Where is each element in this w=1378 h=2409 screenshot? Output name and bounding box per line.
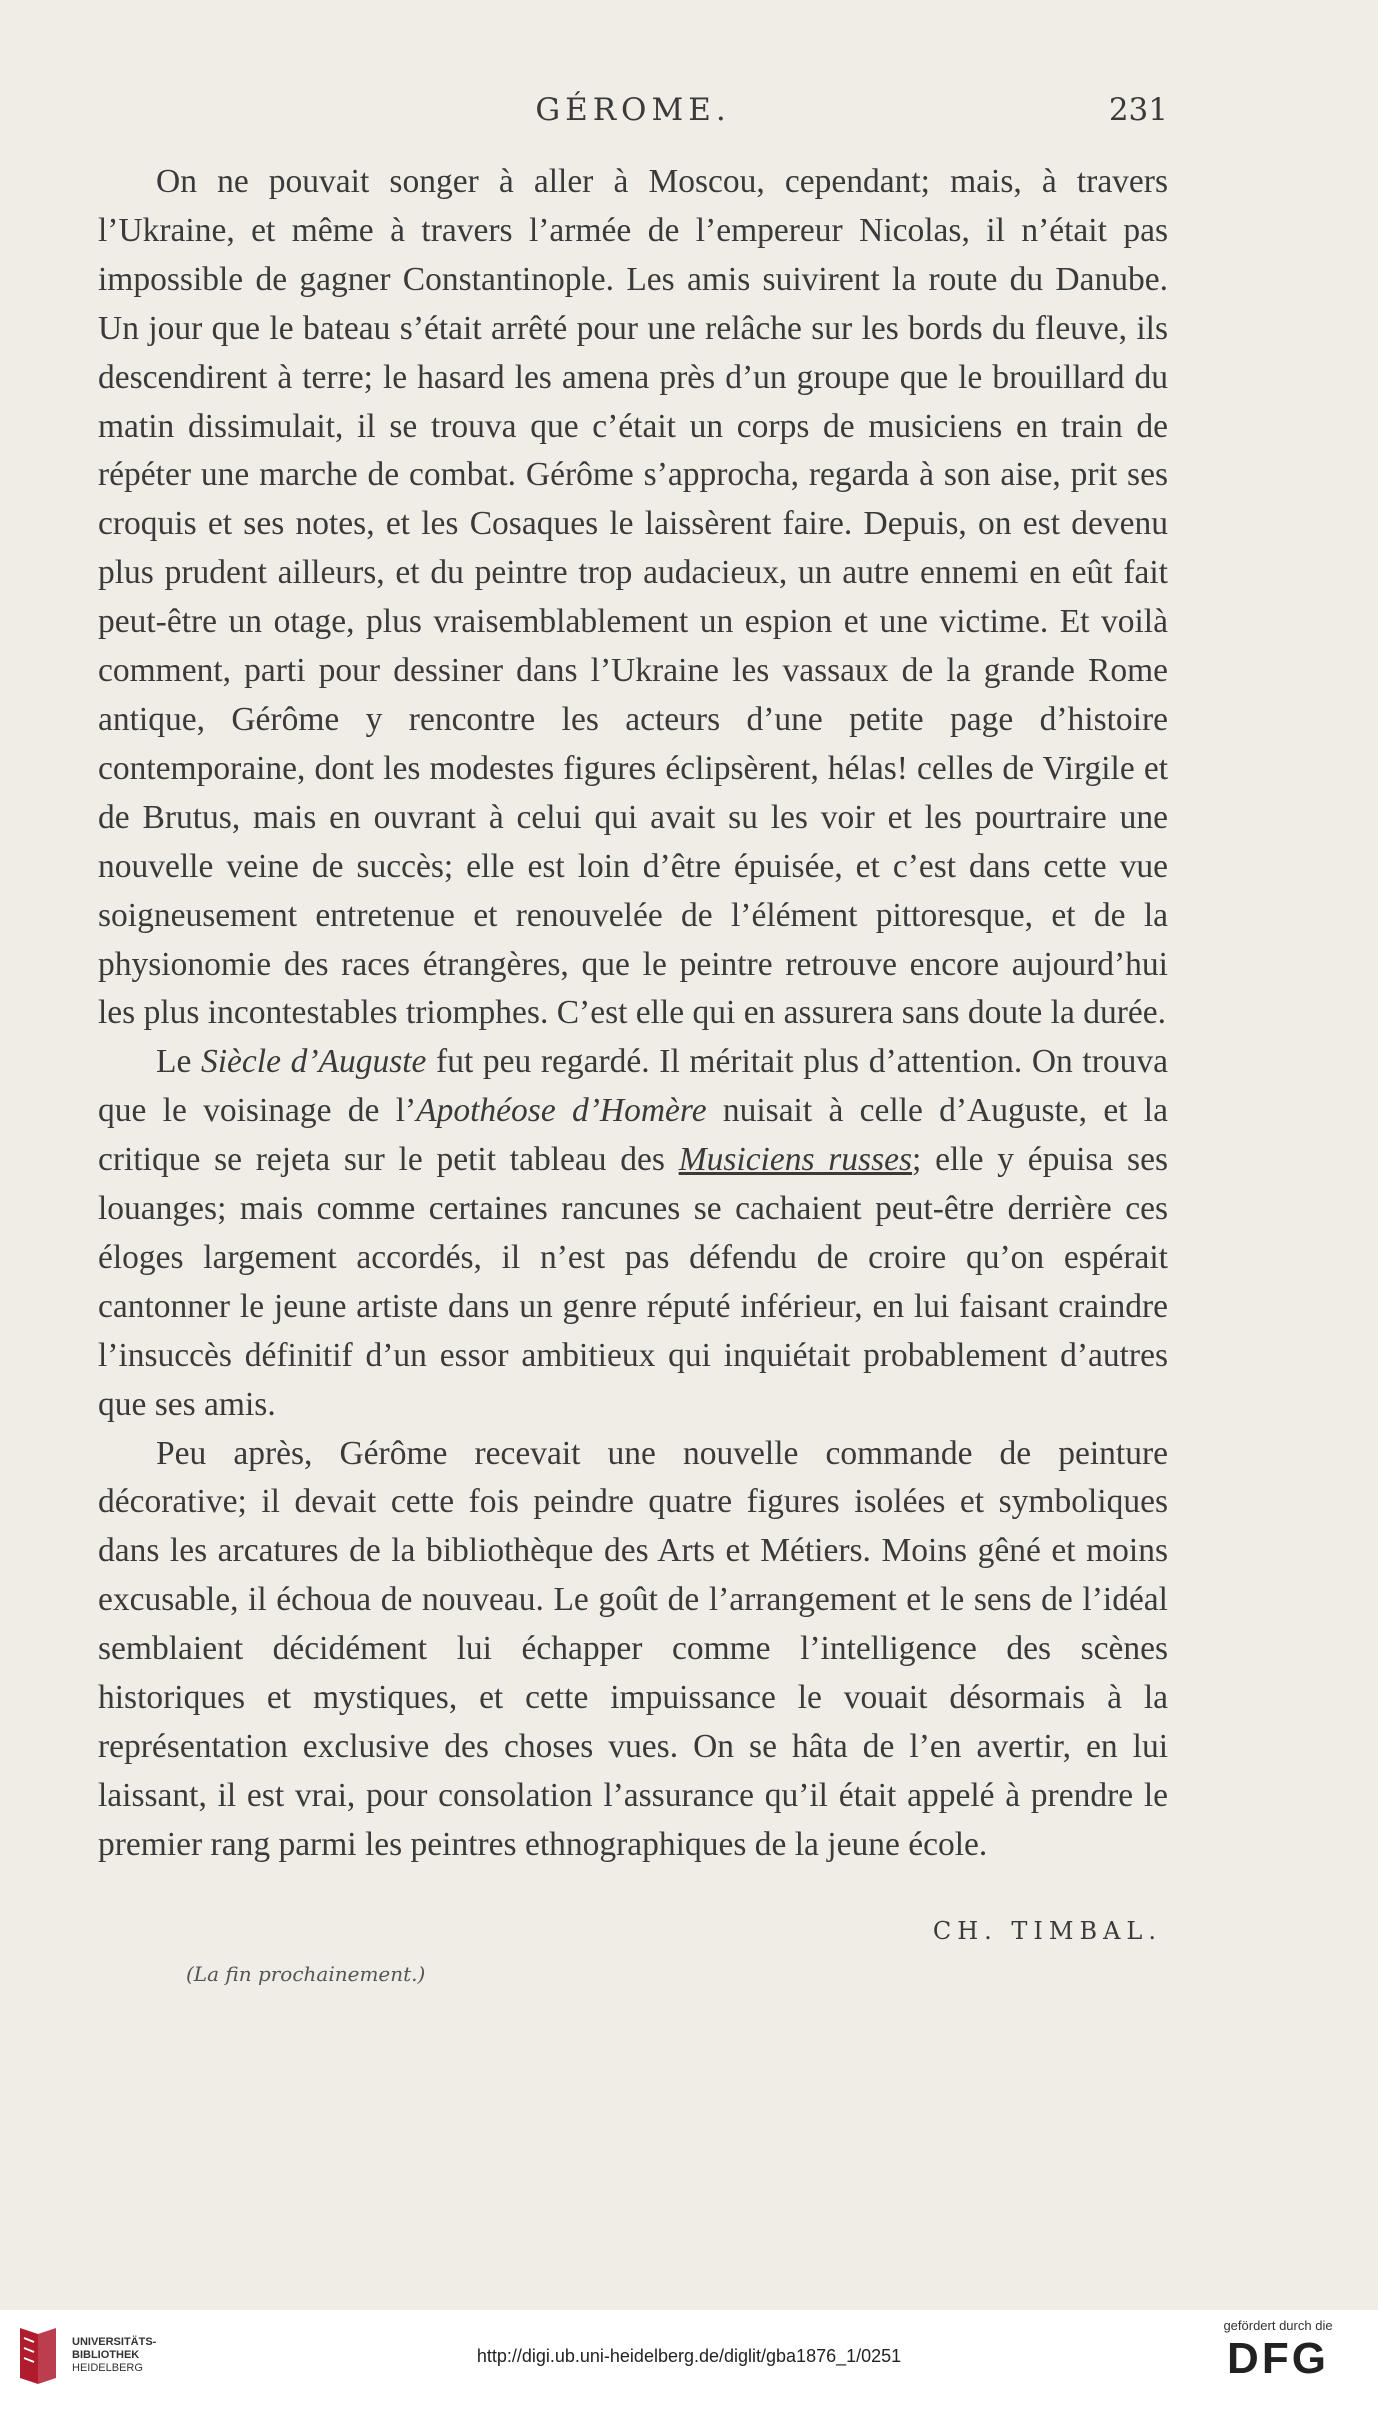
text-run: On ne pouvait songer à aller à Moscou, cependant; mais, à travers l’Ukraine, et même à travers l’armée de l’empereur Nicolas, il n’était pas impossible de gagner Constantinople. Les amis suivirent la route du Danube. Un jour que le bateau s’était arrêté pour une relâche sur les bords du fleuve, ils descendirent à terre; le hasard les amena près d’un groupe que le brouillard du matin dissimulait, il se trouva que c’était un corps de musiciens en train de répéter une marche de combat. Gérôme s’approcha, regarda à son aise, prit ses croquis et ses notes, et les Cosaques le laissèrent faire. Depuis, on est devenu plus prudent ailleurs, et du peintre trop audacieux, un autre ennemi en eût fait peut-être un otage, plus vraisemblablement un espion et une victime. Et voilà comment, parti pour dessiner dans l’Ukraine les vassaux de la grande Rome antique, Gérôme y rencontre les acteurs d’une petite page d’histoire contemporaine, dont les modestes figures éclipsèrent, hélas! celles de Virgile et de Brutus, mais en ouvrant à celui qui avait su les voir et les pourtraire une nouvelle veine de succès; elle est loin d’être épuisée, et c’est dans cette vue soigneusement entretenue et renouvelée de l’élément pittoresque, et de la physionomie des races étrangères, que le peintre retrouve encore aujourd’hui les plus incontestables triomphes. C’est elle qui en assurera sans doute la durée. xyxy=(98,163,1168,1032)
library-name-line: BIBLIOTHEK xyxy=(72,2349,140,2361)
paragraph xyxy=(98,1038,1168,1429)
italic-title: Siècle d’Auguste xyxy=(200,1043,427,1081)
library-name-line: HEIDELBERG xyxy=(72,2362,143,2374)
text-run: Le xyxy=(156,1043,201,1081)
page-number: 231 xyxy=(1108,92,1168,128)
author-signature: CH. TIMBAL. xyxy=(932,1917,1162,1945)
sponsor-label: gefördert durch die xyxy=(1223,2318,1333,2333)
continuation-note: (La fin prochainement.) xyxy=(186,1962,426,1986)
italic-title: Apothéose d’Homère xyxy=(416,1092,707,1130)
paragraph xyxy=(98,1430,1168,1870)
dfg-logo: DFG xyxy=(1227,2334,1329,2383)
text-run: nuisait à celle d’Auguste, et la critique se rejeta sur le petit tableau des xyxy=(98,1092,1168,1179)
digitization-footer xyxy=(0,2310,1378,2409)
article-body xyxy=(98,158,1168,1870)
paragraph xyxy=(98,158,1168,1038)
permalink-url[interactable]: http://digi.ub.uni-heidelberg.de/diglit/gba1876_1/0251 xyxy=(476,2346,902,2366)
library-name-line: UNIVERSITÄTS- xyxy=(72,2336,157,2348)
running-title: GÉROME. xyxy=(535,92,731,128)
page-header xyxy=(98,92,1168,142)
italic-title: Musiciens russes xyxy=(678,1141,913,1179)
text-run: fut peu regardé. Il méritait plus d’attention. On trouva que le voisinage de l’ xyxy=(98,1043,1168,1130)
sponsor-block xyxy=(1198,2318,1358,2385)
text-run: ; elle y épuisa ses louanges; mais comme certaines rancunes se cachaient peut-être derrière ces éloges largement accordés, il n’est pas défendu de croire qu’on espérait cantonner le jeune artiste dans un genre réputé inférieur, en lui faisant craindre l’insuccès définitif d’un essor ambitieux qui inquiétait probablement d’autres que ses amis. xyxy=(98,1141,1169,1423)
text-run: Peu après, Gérôme recevait une nouvelle commande de peinture décorative; il devait cette fois peindre quatre figures isolées et symboliques dans les arcatures de la bibliothèque des Arts et Métiers. Moins gêné et moins excusable, il échoua de nouveau. Le goût de l’arrangement et le sens de l’idéal semblaient décidément lui échapper comme l’intelligence des scènes historiques et mystiques, et cette impuissance le vouait désormais à la représentation exclusive des choses vues. On se hâta de l’en avertir, en lui laissant, il est vrai, pour consolation l’assurance qu’il était appelé à prendre le premier rang parmi les peintres ethnographiques de la jeune école. xyxy=(98,1434,1168,1863)
